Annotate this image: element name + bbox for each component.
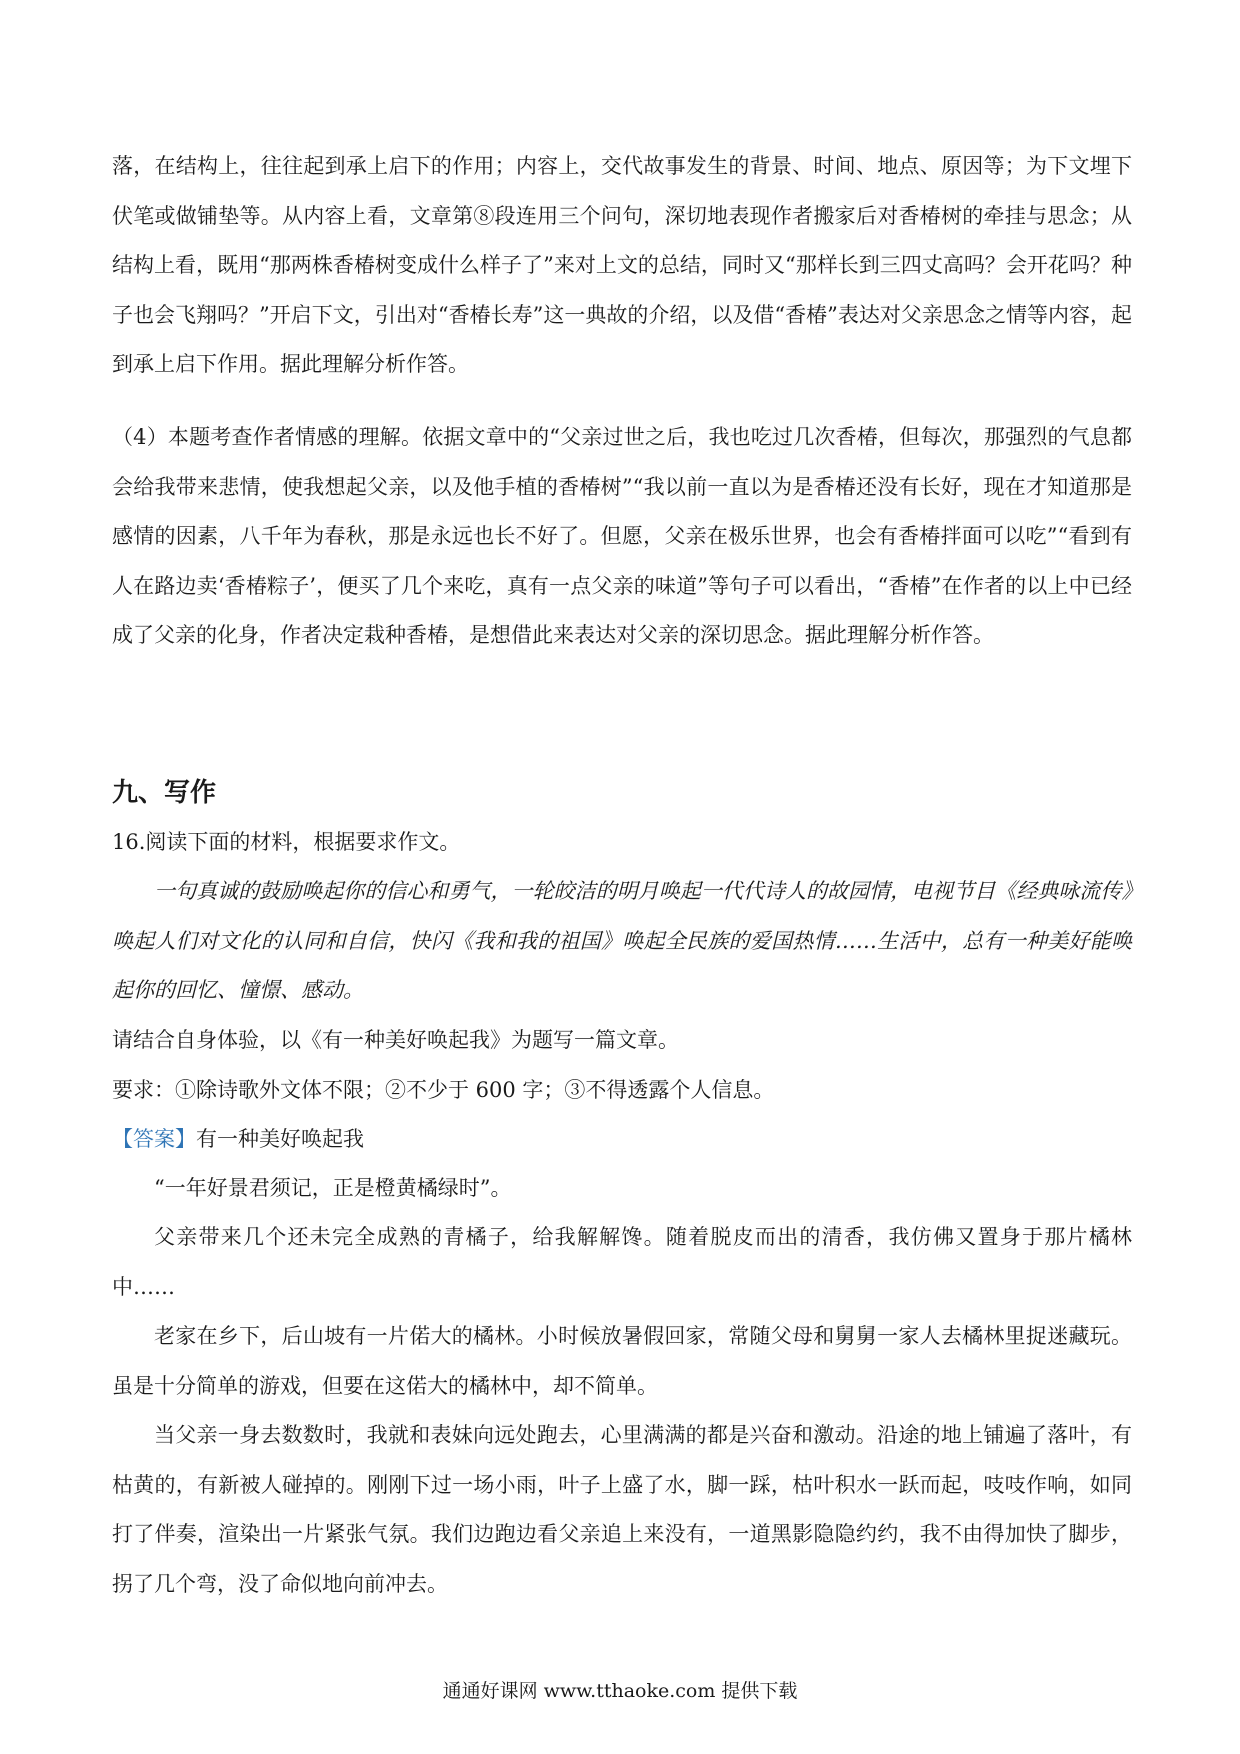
answer-paragraph-4: 当父亲一身去数数时，我就和表妹向远处跑去，心里满满的都是兴奋和激动。沿途的地上铺遍了落叶，有枯黄的，有新被人碰掉的。刚刚下过一场小雨，叶子上盛了水，脚一踩，枯叶积水一跃而起，吱吱作响，如同打了伴奏，渲染出一片紧张气氛。我们边跑边看父亲追上来没有，一道黑影隐隐约约，我不由得加快了脚步，拐了几个弯，没了命似地向前冲去。 — [112, 1423, 1132, 1596]
question-requirements: 要求：①除诗歌外文体不限；②不少于 600 字；③不得透露个人信息。 — [112, 1078, 775, 1102]
analysis-paragraph-4: （4）本题考查作者情感的理解。依据文章中的“父亲过世之后，我也吃过几次香椿，但每次，那强烈的气息都会给我带来悲情，使我想起父亲，以及他手植的香椿树”“我以前一直以为是香椿还没有长好，现在才知道那是感情的因素，八千年为春秋，那是永远也长不好了。但愿，父亲在极乐世界，也会有香椿拌面可以吃”“看到有人在路边卖‘香椿粽子’，便买了几个来吃，真有一点父亲的味道”等句子可以看出，“香椿”在作者的以上中已经成了父亲的化身，作者决定栽种香椿，是想借此来表达对父亲的深切思念。据此理解分析作答。 — [112, 425, 1132, 647]
section-title: 九、写作 — [112, 778, 217, 808]
answer-paragraph-2: 父亲带来几个还未完全成熟的青橘子，给我解解馋。随着脱皮而出的清香，我仿佛又置身于那片橘林中…… — [112, 1225, 1132, 1299]
question-material: 一句真诚的鼓励唤起你的信心和勇气，一轮皎洁的明月唤起一代代诗人的故园情，电视节目《经典咏流传》唤起人们对文化的认同和自信，快闪《我和我的祖国》唤起全民族的爱国热情……生活中，总有一种美好能唤起你的回忆、憧憬、感动。 — [112, 879, 1132, 1002]
answer-paragraph-3: 老家在乡下，后山坡有一片偌大的橘林。小时候放暑假回家，常随父母和舅舅一家人去橘林里捉迷藏玩。虽是十分简单的游戏，但要在这偌大的橘林中，却不简单。 — [112, 1324, 1132, 1398]
analysis-paragraph-3-tail: 落，在结构上，往往起到承上启下的作用；内容上，交代故事发生的背景、时间、地点、原因等；为下文埋下伏笔或做铺垫等。从内容上看，文章第⑧段连用三个问句，深切地表现作者搬家后对香椿树的牵挂与思念；从结构上看，既用“那两株香椿树变成什么样子了”来对上文的总结，同时又“那样长到三四丈高吗？会开花吗？种子也会飞翔吗？”开启下文，引出对“香椿长寿”这一典故的介绍，以及借“香椿”表达对父亲思念之情等内容，起到承上启下作用。据此理解分析作答。 — [112, 154, 1132, 376]
answer-paragraph-1: “一年好景君须记，正是橙黄橘绿时”。 — [154, 1176, 512, 1200]
answer-heading — [112, 1115, 1132, 1165]
answer-title: 有一种美好唤起我 — [196, 1127, 364, 1151]
page-footer: 通通好课网 www.tthaoke.com 提供下载 — [442, 1680, 798, 1702]
question-prompt: 16.阅读下面的材料，根据要求作文。 — [112, 830, 461, 854]
question-task: 请结合自身体验，以《有一种美好唤起我》为题写一篇文章。 — [112, 1028, 679, 1052]
answer-tag: 【答案】 — [112, 1127, 196, 1151]
